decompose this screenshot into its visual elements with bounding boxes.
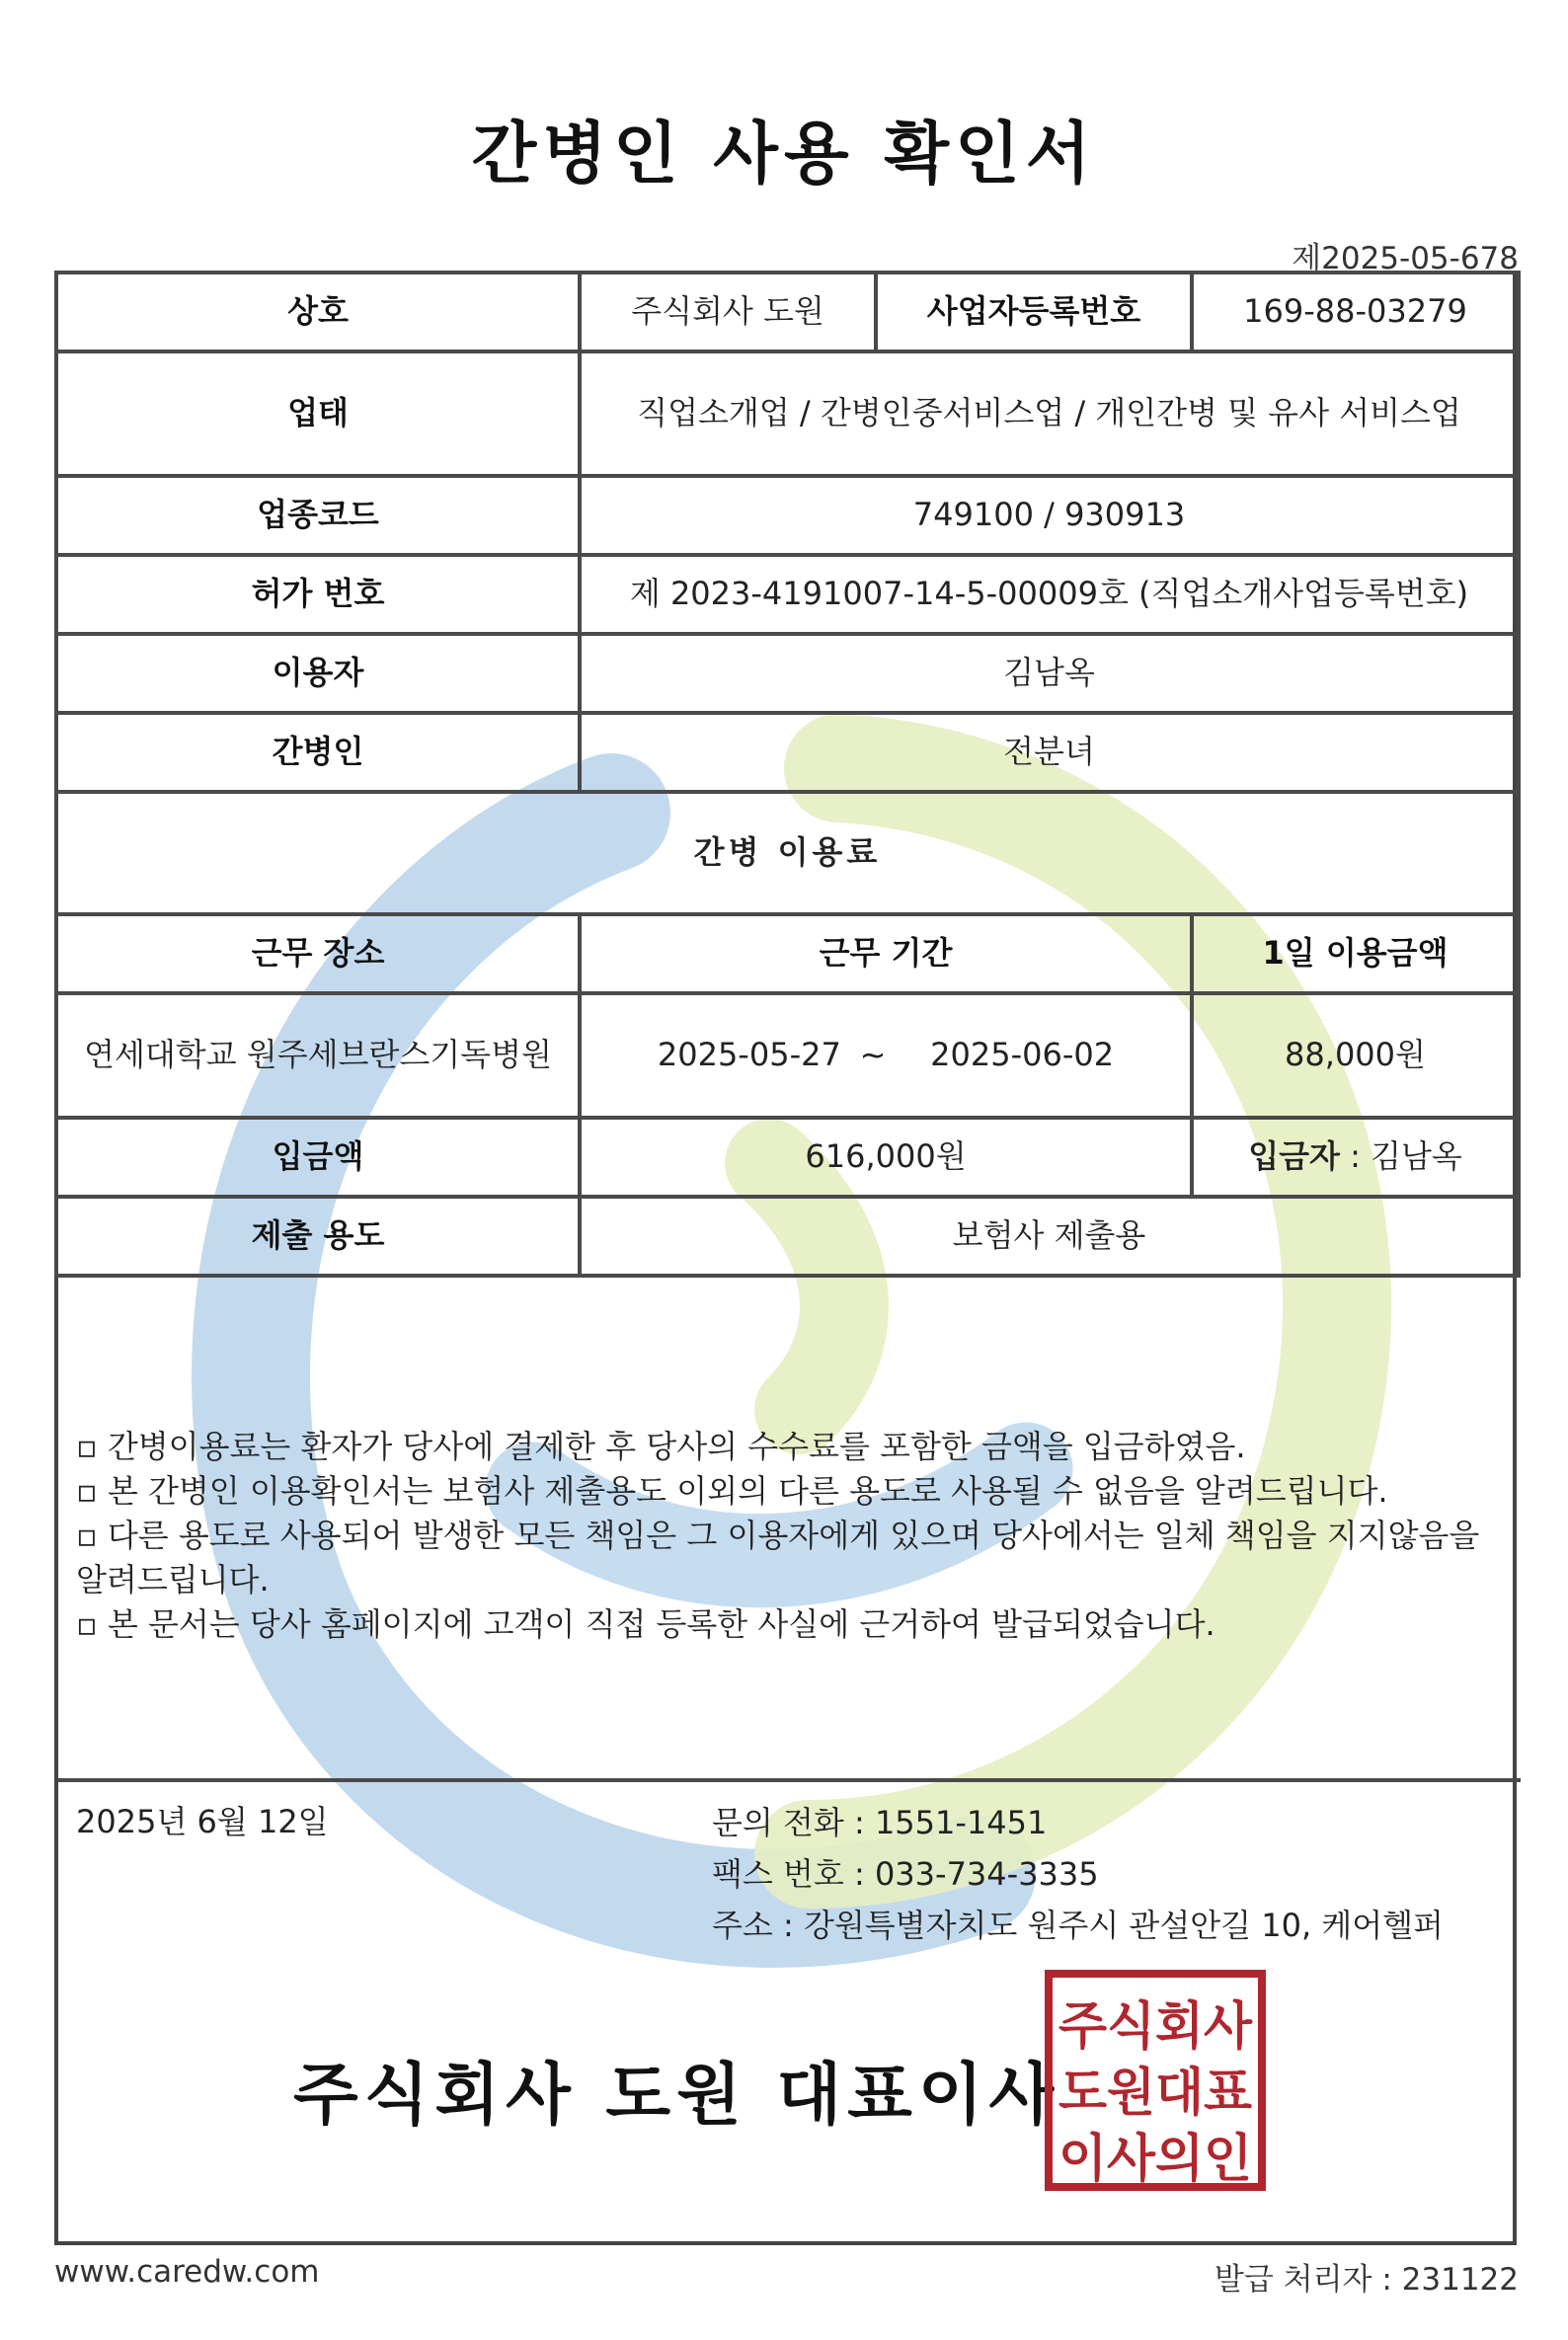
depositor-value: : 김남옥 <box>1339 1137 1462 1176</box>
notes-section <box>58 1285 1521 1782</box>
seal-line: 이사의인 <box>1058 2130 1252 2189</box>
company-name-value: 주식회사 도원 <box>580 273 876 351</box>
depositor-label: 입금자 <box>1248 1137 1340 1176</box>
period-label: 근무 기간 <box>580 914 1192 993</box>
biz-type-row <box>56 351 1519 476</box>
period-separator: ~ <box>859 1036 887 1074</box>
place-value: 연세대학교 원주세브란스기독병원 <box>56 993 580 1118</box>
note-item: ▫ 본 간병인 이용확인서는 보험사 제출용도 이외의 다른 용도로 사용될 수 없음을 알려드립니다. <box>76 1472 1388 1510</box>
company-name-row <box>56 273 1519 351</box>
fee-detail-row <box>56 993 1519 1118</box>
signature-text: 주식회사 도원 대표이사 <box>293 2057 1060 2135</box>
purpose-row <box>56 1197 1519 1276</box>
biz-type-label: 업태 <box>56 351 580 476</box>
period-value <box>580 993 1192 1118</box>
depositor-cell <box>1192 1118 1519 1197</box>
place-label: 근무 장소 <box>56 914 580 993</box>
license-label: 허가 번호 <box>56 555 580 634</box>
caregiver-label: 간병인 <box>56 713 580 792</box>
website-link[interactable]: www.caredw.com <box>54 2254 320 2290</box>
seal-line: 주식회사 <box>1058 1997 1253 2057</box>
document-title: 간병인 사용 확인서 <box>471 116 1097 194</box>
license-row <box>56 555 1519 634</box>
info-table <box>54 271 1521 1278</box>
contact-address: 주소 : 강원특별자치도 원주시 관설안길 10, 케어헬퍼 <box>712 1907 1444 1944</box>
purpose-label: 제출 용도 <box>56 1197 580 1276</box>
caregiver-row <box>56 713 1519 792</box>
note-item: ▫ 본 문서는 당사 홈페이지에 고객이 직접 등록한 사실에 근거하여 발급되었습니다. <box>76 1605 1215 1643</box>
user-row <box>56 634 1519 713</box>
user-value: 김남옥 <box>580 634 1519 713</box>
industry-code-value: 749100 / 930913 <box>580 476 1519 555</box>
contact-phone: 문의 전화 : 1551-1451 <box>712 1804 1048 1841</box>
document-number: 제2025-05-678 <box>1292 241 1519 276</box>
issue-date: 2025년 6월 12일 <box>76 1803 329 1840</box>
note-item: ▫ 다른 용도로 사용되어 발생한 모든 책임은 그 이용자에게 있으며 당사에서는 일체 책임을 지지않음을 알려드립니다. <box>76 1517 1480 1599</box>
fee-section-row <box>56 792 1519 914</box>
user-label: 이용자 <box>56 634 580 713</box>
daily-fee-value: 88,000원 <box>1192 993 1519 1118</box>
notes-list <box>76 1425 1498 1647</box>
company-seal <box>1044 1969 1267 2192</box>
deposit-row <box>56 1118 1519 1197</box>
deposit-value: 616,000원 <box>580 1118 1192 1197</box>
daily-fee-label: 1일 이용금액 <box>1192 914 1519 993</box>
issuer-id: 발급 처리자 : 231122 <box>1214 2262 1519 2298</box>
seal-line: 도원대표 <box>1058 2064 1252 2123</box>
purpose-value: 보험사 제출용 <box>580 1197 1519 1276</box>
certificate-frame <box>54 271 1517 2245</box>
contact-info <box>712 1797 1444 1951</box>
period-start: 2025-05-27 <box>657 1036 841 1074</box>
biz-type-value: 직업소개업 / 간병인중서비스업 / 개인간병 및 유사 서비스업 <box>580 351 1519 476</box>
deposit-label: 입금액 <box>56 1118 580 1197</box>
license-value: 제 2023-4191007-14-5-00009호 (직업소개사업등록번호) <box>580 555 1519 634</box>
caregiver-value: 전분녀 <box>580 713 1519 792</box>
note-item: ▫ 간병이용료는 환자가 당사에 결제한 후 당사의 수수료를 포함한 금액을 입금하였음. <box>76 1428 1246 1465</box>
fee-section-title: 간병 이용료 <box>56 792 1519 914</box>
contact-fax: 팩스 번호 : 033-734-3335 <box>712 1855 1099 1893</box>
biz-reg-label: 사업자등록번호 <box>876 273 1192 351</box>
industry-code-label: 업종코드 <box>56 476 580 555</box>
biz-reg-value: 169-88-03279 <box>1192 273 1519 351</box>
company-name-label: 상호 <box>56 273 580 351</box>
fee-header-row <box>56 914 1519 993</box>
period-end: 2025-06-02 <box>930 1036 1115 1074</box>
industry-code-row <box>56 476 1519 555</box>
